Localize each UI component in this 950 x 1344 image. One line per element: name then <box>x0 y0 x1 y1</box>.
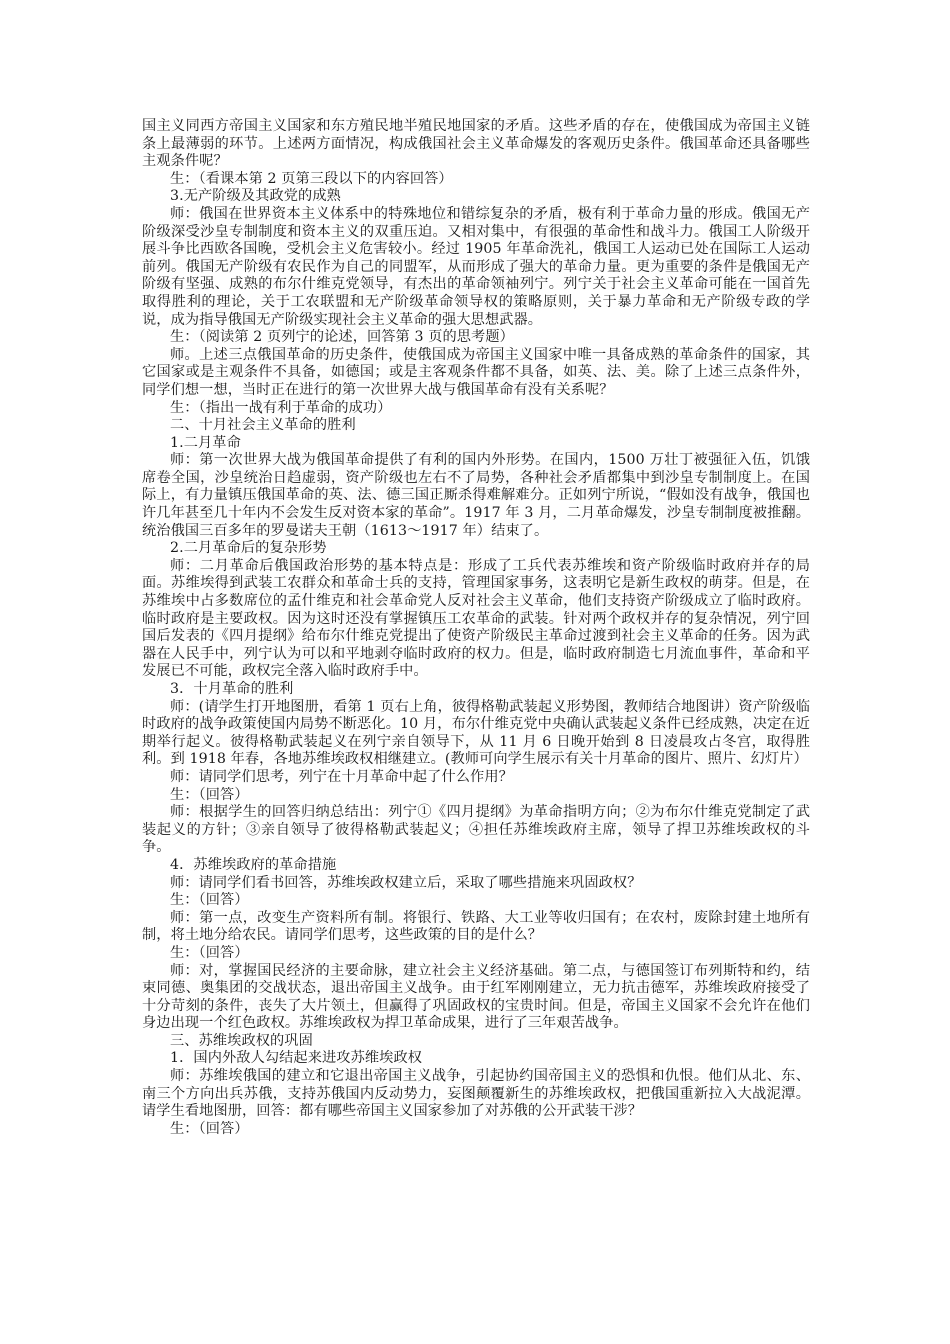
section-heading: 二、十月社会主义革命的胜利 <box>170 417 356 434</box>
student-answer: 生：（回答） <box>170 944 249 961</box>
subsection-heading: 2.二月革命后的复杂形势 <box>170 540 327 557</box>
teacher-paragraph: 师：俄国在世界资本主义体系中的特殊地位和错综复杂的矛盾，极有利于革命力量的形成。俄国无产阶级深受沙皇专制制度和资本主义的双重压迫。又相对集中，有很强的革命性和战斗力。俄国工人阶级开展斗争比西欧各国晚，受机会主义危害较小。经过 1905 年革命洗礼，俄国工人运动已处在国际工人运动前列。俄国无产阶级有农民作为自己的同盟军，从而形成了强大的革命力量。更为重要的条件是俄国无产阶级有坚强、成熟的布尔什维克党领导，有杰出的革命领袖列宁。列宁关于社会主义革命可能在一国首先取得胜利的理论，关于工农联盟和无产阶级革命领导权的策略原则，关于暴力革命和无产阶级专政的学说，成为指导俄国无产阶级实现社会主义革命的强大思想武器。 <box>142 205 810 328</box>
section-heading: 三、苏维埃政权的巩固 <box>170 1032 313 1049</box>
student-answer: 生：（指出一战有利于革命的成功） <box>170 399 392 416</box>
document-page <box>142 118 810 1138</box>
teacher-paragraph: 师：(请学生打开地图册，看第 1 页右上角，彼得格勒武装起义形势图，教师结合地图讲）资产阶级临时政府的战争政策使国内局势不断恶化。10 月，布尔什维克党中央确认武装起义条件已经成熟，决定在近期举行起义。彼得格勒武装起义在列宁亲自领导下，从 11 月 6 日晚开始到 8 日凌晨攻占冬宫，取得胜利。到 1918 年春，各地苏维埃政权相继建立。(教师可向学生展示有关十月革命的图片、照片、幻灯片） <box>142 698 810 768</box>
teacher-paragraph: 师：第一次世界大战为俄国革命提供了有利的国内外形势。在国内，1500 万壮丁被强征入伍，饥饿席卷全国，沙皇统治日趋虚弱，资产阶级也左右不了局势，各种社会矛盾都集中到沙皇专制制度上。在国际上，有力量镇压俄国革命的英、法、德三国正厮杀得难解难分。正如列宁所说，“假如没有战争，俄国也许几年甚至几十年内不会发生反对资本家的革命”。1917 年 3 月，二月革命爆发，沙皇专制制度被推翻。统治俄国三百多年的罗曼诺夫王朝（1613～1917 年）结束了。 <box>142 452 810 539</box>
teacher-paragraph: 师：根据学生的回答归纳总结出：列宁①《四月提纲》为革命指明方向；②为布尔什维克党制定了武装起义的方针；③亲自领导了彼得格勒武装起义；④担任苏维埃政府主席，领导了捍卫苏维埃政权的斗争。 <box>142 804 810 856</box>
student-answer: 生：（回答） <box>170 786 249 803</box>
student-answer: 生：（看课本第 2 页第三段以下的内容回答） <box>170 170 453 187</box>
subsection-heading: 4．苏维埃政府的革命措施 <box>170 856 337 873</box>
subsection-heading: 1.二月革命 <box>170 434 241 451</box>
teacher-paragraph: 师。上述三点俄国革命的历史条件，使俄国成为帝国主义国家中唯一具备成熟的革命条件的国家，其它国家或是主观条件不具备，如德国；或是主客观条件都不具备，如英、法、美。除了上述三点条件外，同学们想一想，当时正在进行的第一次世界大战与俄国革命有没有关系呢？ <box>142 346 810 398</box>
teacher-question: 师：请同学们看书回答，苏维埃政权建立后，采取了哪些措施来巩固政权？ <box>170 874 642 891</box>
teacher-paragraph: 师：苏维埃俄国的建立和它退出帝国主义战争，引起协约国帝国主义的恐惧和仇恨。他们从北、东、南三个方向出兵苏俄，支持苏俄国内反动势力，妄图颠覆新生的苏维埃政权，把俄国重新拉入大战泥潭。请学生看地图册，回答：都有哪些帝国主义国家参加了对苏俄的公开武装干涉？ <box>142 1068 810 1120</box>
student-answer: 生：（回答） <box>170 892 249 909</box>
paragraph: 国主义同西方帝国主义国家和东方殖民地半殖民地国家的矛盾。这些矛盾的存在，使俄国成为帝国主义链条上最薄弱的环节。上述两方面情况，构成俄国社会主义革命爆发的客观历史条件。俄国革命还具备哪些主观条件呢？ <box>142 118 810 170</box>
subsection-heading: 3．十月革命的胜利 <box>170 681 294 697</box>
teacher-paragraph: 师：对，掌握国民经济的主要命脉，建立社会主义经济基础。第二点，与德国签订布列斯特和约，结束同德、奥集团的交战状态，退出帝国主义战争。由于红军刚刚建立，无力抗击德军，苏维埃政府接受了十分苛刻的条件，丧失了大片领土，但赢得了巩固政权的宝贵时间。但是，帝国主义国家不会允许在他们身边出现一个红色政权。苏维埃政权为捍卫革命成果，进行了三年艰苦战争。 <box>142 962 810 1032</box>
student-answer: 生：（回答） <box>170 1120 249 1137</box>
teacher-question: 师：请同学们思考，列宁在十月革命中起了什么作用？ <box>170 768 513 785</box>
subsection-heading: 1．国内外敌人勾结起来进攻苏维埃政权 <box>170 1050 423 1067</box>
subsection-heading: 3.无产阶级及其政党的成熟 <box>170 188 341 205</box>
student-answer: 生：（阅读第 2 页列宁的论述，回答第 3 页的思考题） <box>170 329 514 346</box>
teacher-paragraph: 师：第一点，改变生产资料所有制。将银行、铁路、大工业等收归国有；在农村，废除封建土地所有制，将土地分给农民。请同学们思考，这些政策的目的是什么？ <box>142 909 810 944</box>
teacher-paragraph: 师：二月革命后俄国政治形势的基本特点是：形成了工兵代表苏维埃和资产阶级临时政府并存的局面。苏维埃得到武装工农群众和革命士兵的支持，管理国家事务，这表明它是新生政权的萌芽。但是，在苏维埃中占多数席位的孟什维克和社会革命党人反对社会主义革命，他们支持资产阶级成立了临时政府。临时政府是主要政权。因为这时还没有掌握镇压工农革命的武装。针对两个政权并存的复杂情况，列宁回国后发表的《四月提纲》给布尔什维克党提出了使资产阶级民主革命过渡到社会主义革命的任务。因为武器在人民手中，列宁认为可以和平地剥夺临时政府的权力。但是，临时政府制造七月流血事件，革命和平发展已不可能，政权完全落入临时政府手中。 <box>142 557 810 680</box>
